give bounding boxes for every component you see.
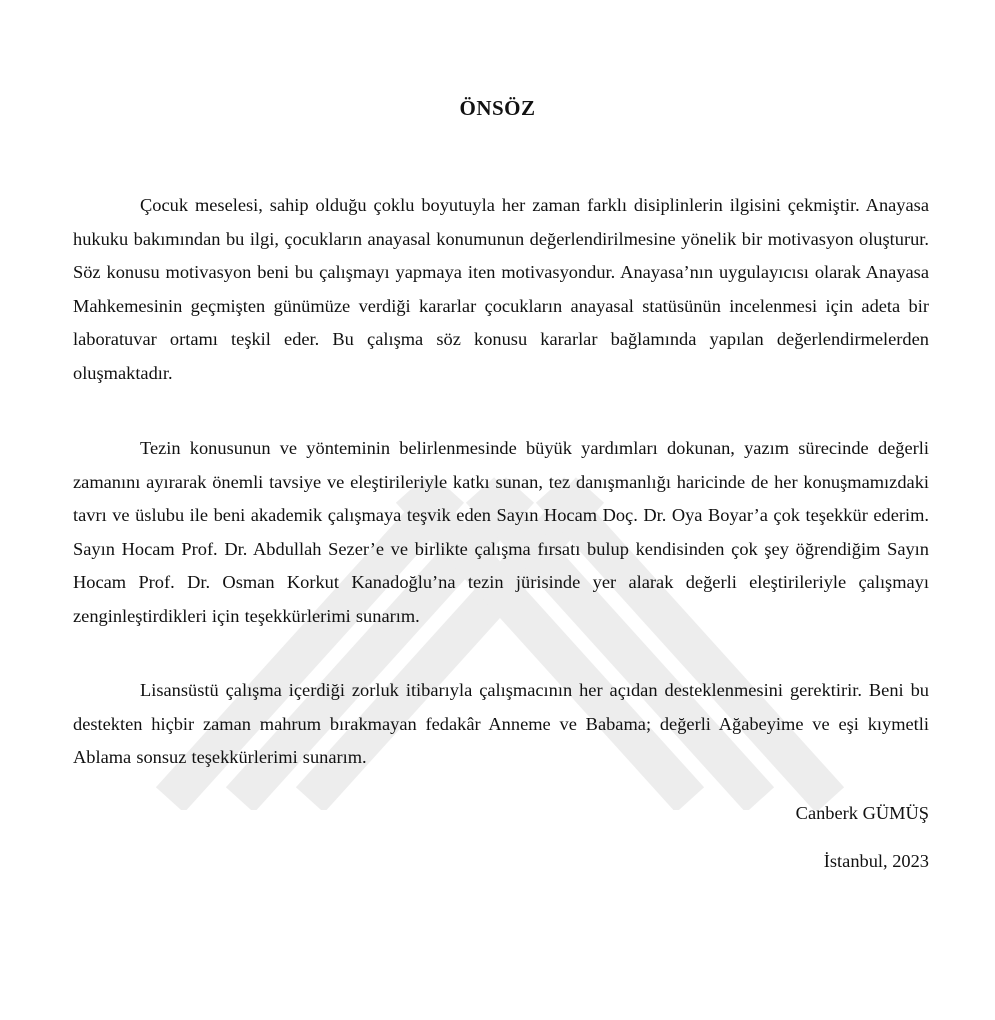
paragraph-2: Tezin konusunun ve yönteminin belirlenmesinde büyük yardımları dokunan, yazım sürecinde değerli zamanını ayırarak önemli tavsiye ve eleştirileriyle katkı sunan, tez danışmanlığı haricinde de her konuşmamızdaki tavrı ve üslubu ile beni akademik çalışmaya teşvik eden Sayın Hocam Doç. Dr. Oya Boyar’a çok teşekkür ederim. Sayın Hocam Prof. Dr. Abdullah Sezer’e ve birlikte çalışma fırsatı bulup kendisinden çok şey öğrendiğim Sayın Hocam Prof. Dr. Osman Korkut Kanadoğlu’na tezin jürisinde yer alarak değerli eleştirileriyle çalışmayı zenginleştirdikleri için teşekkürlerimi sunarım.	[73, 438, 929, 626]
signature-place-date: İstanbul, 2023	[823, 851, 929, 871]
page-title: ÖNSÖZ	[459, 96, 536, 120]
paragraph-3: Lisansüstü çalışma içerdiği zorluk itibarıyla çalışmacının her açıdan desteklenmesini gerektirir. Beni bu destekten hiçbir zaman mahrum bırakmayan fedakâr Anneme ve Babama; değerli Ağabeyime ve eşi kıymetli Ablama sonsuz teşekkürlerimi sunarım.	[73, 680, 929, 767]
paragraph-1: Çocuk meselesi, sahip olduğu çoklu boyutuyla her zaman farklı disiplinlerin ilgisini çekmiştir. Anayasa hukuku bakımından bu ilgi, çocukların anayasal konumunun değerlendirilmesine yönelik bir motivasyon oluşturur. Söz konusu motivasyon beni bu çalışmayı yapmaya iten motivasyondur. Anayasa’nın uygulayıcısı olarak Anayasa Mahkemesinin geçmişten günümüze verdiği kararlar çocukların anayasal statüsünün incelenmesi için adeta bir laboratuvar ortamı teşkil eder. Bu çalışma söz konusu kararlar bağlamında yapılan değerlendirmelerden oluşmaktadır.	[73, 195, 929, 383]
signature-name: Canberk GÜMÜŞ	[795, 803, 929, 823]
